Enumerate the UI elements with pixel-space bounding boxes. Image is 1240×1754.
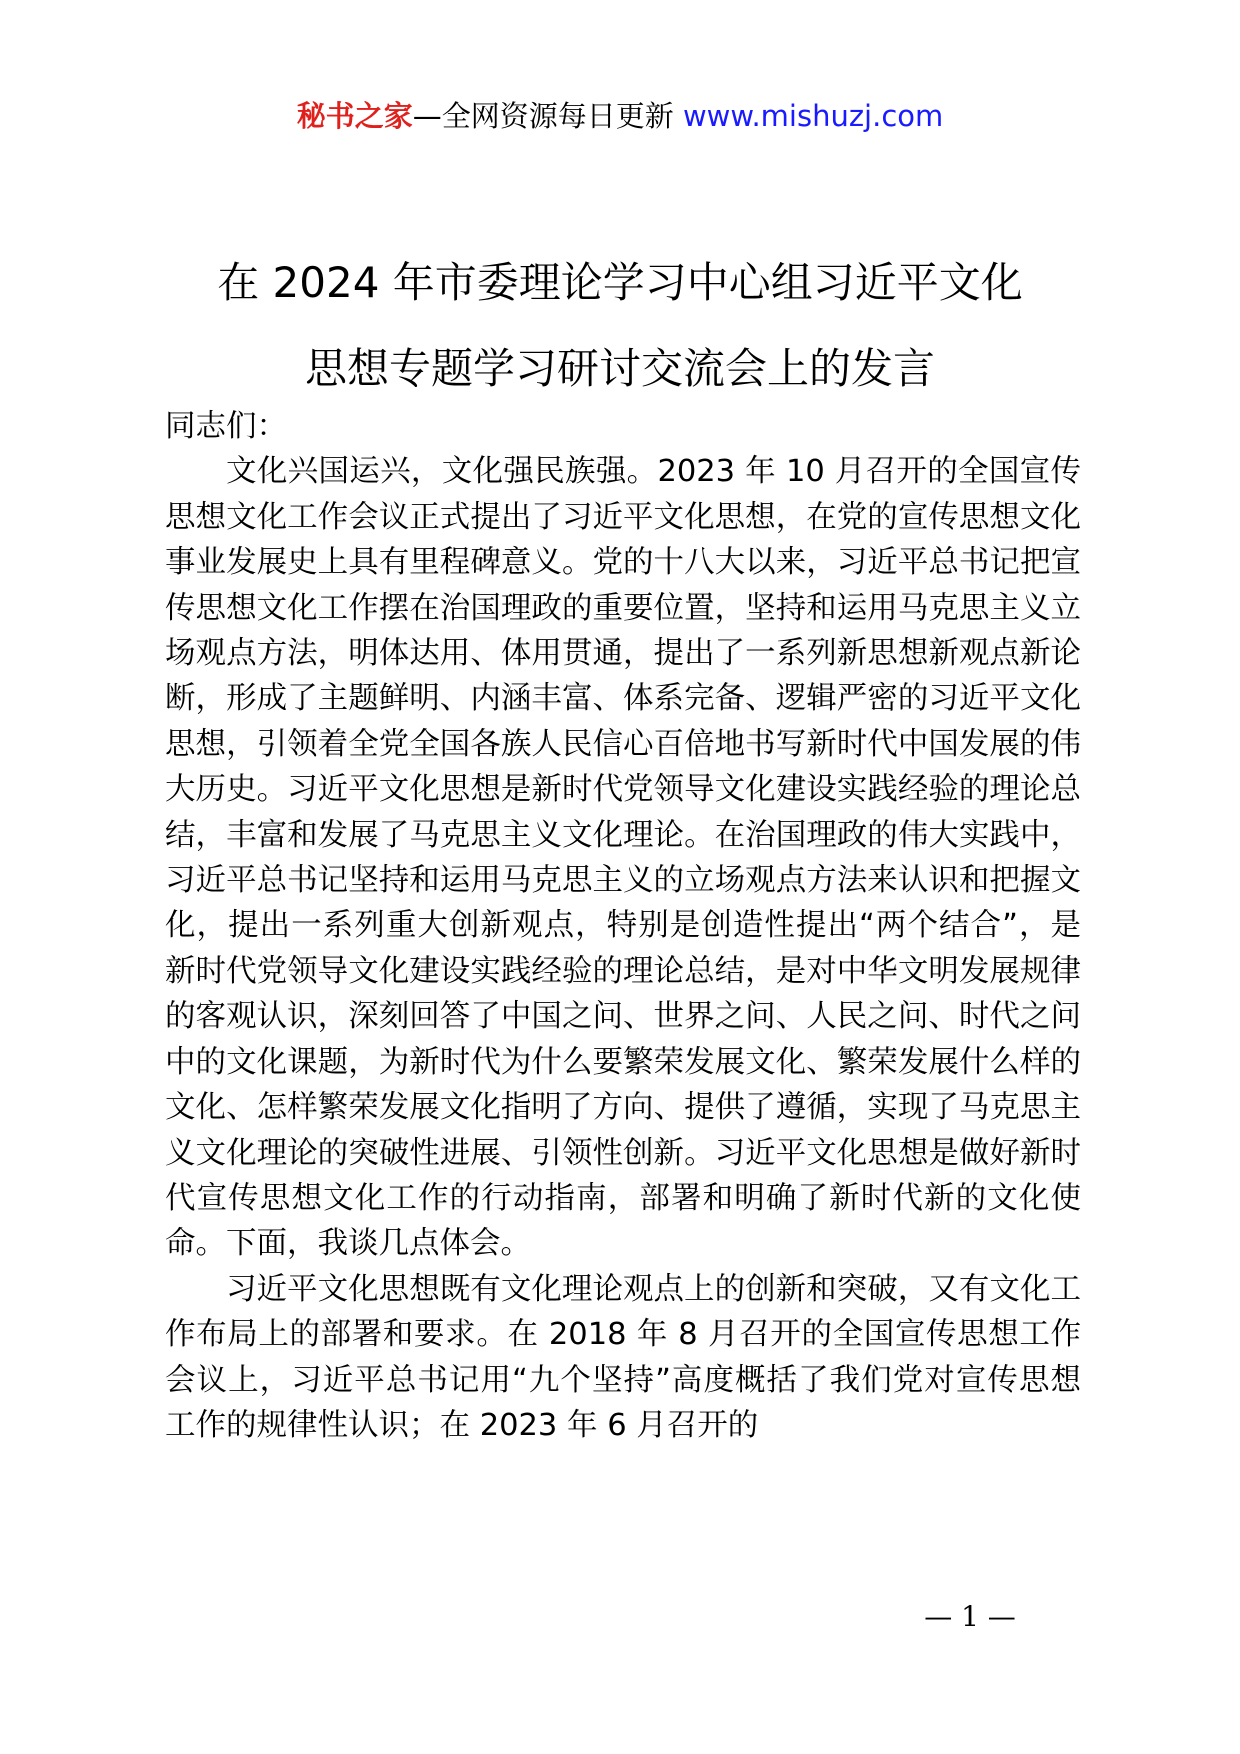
title-line-1: 在 2024 年市委理论学习中心组习近平文化 (217, 258, 1023, 307)
site-url-link[interactable]: www.mishuzj.com (682, 99, 944, 133)
header-slogan: —全网资源每日更新 (412, 99, 683, 133)
greeting: 同志们： (165, 409, 287, 444)
brand-name: 秘书之家 (296, 99, 413, 133)
paragraph: 文化兴国运兴，文化强民族强。2023 年 10 月召开的全国宣传思想文化工作会议正式提出了习近平文化思想，在党的宣传思想文化事业发展史上具有里程碑意义。党的十八大以来，习近平总书记把宣传思想文化工作摆在治国理政的重要位置，坚持和运用马克思主义立场观点方法，明体达用、体用贯通，提出了一系列新思想新观点新论断，形成了主题鲜明、内涵丰富、体系完备、逻辑严密的习近平文化思想，引领着全党全国各族人民信心百倍地书写新时代中国发展的伟大历史。习近平文化思想是新时代党领导文化建设实践经验的理论总结，丰富和发展了马克思主义文化理论。在治国理政的伟大实践中，习近平总书记坚持和运用马克思主义的立场观点方法来认识和把握文化，提出一系列重大创新观点，特别是创造性提出“两个结合”，是新时代党领导文化建设实践经验的理论总结，是对中华文明发展规律的客观认识，深刻回答了中国之问、世界之问、人民之问、时代之问中的文化课题，为新时代为什么要繁荣发展文化、繁荣发展什么样的文化、怎样繁荣发展文化指明了方向、提供了遵循，实现了马克思主义文化理论的突破性进展、引领性创新。习近平文化思想是做好新时代宣传思想文化工作的行动指南，部署和明确了新时代新的文化使命。下面，我谈几点体会。 (165, 454, 1081, 1262)
paragraph: 习近平文化思想既有文化理论观点上的创新和突破，又有文化工作布局上的部署和要求。在 2018 年 8 月召开的全国宣传思想工作会议上，习近平总书记用“九个坚持”高度概括了我们党对宣传思想工作的规律性认识；在 2023 年 6 月召开的 (165, 1271, 1081, 1443)
page-number: — 1 — (924, 1600, 1016, 1633)
document-title (160, 240, 1080, 412)
site-header (0, 96, 1240, 136)
document-body (165, 404, 1081, 1448)
title-line-2: 思想专题学习研讨交流会上的发言 (304, 344, 935, 393)
